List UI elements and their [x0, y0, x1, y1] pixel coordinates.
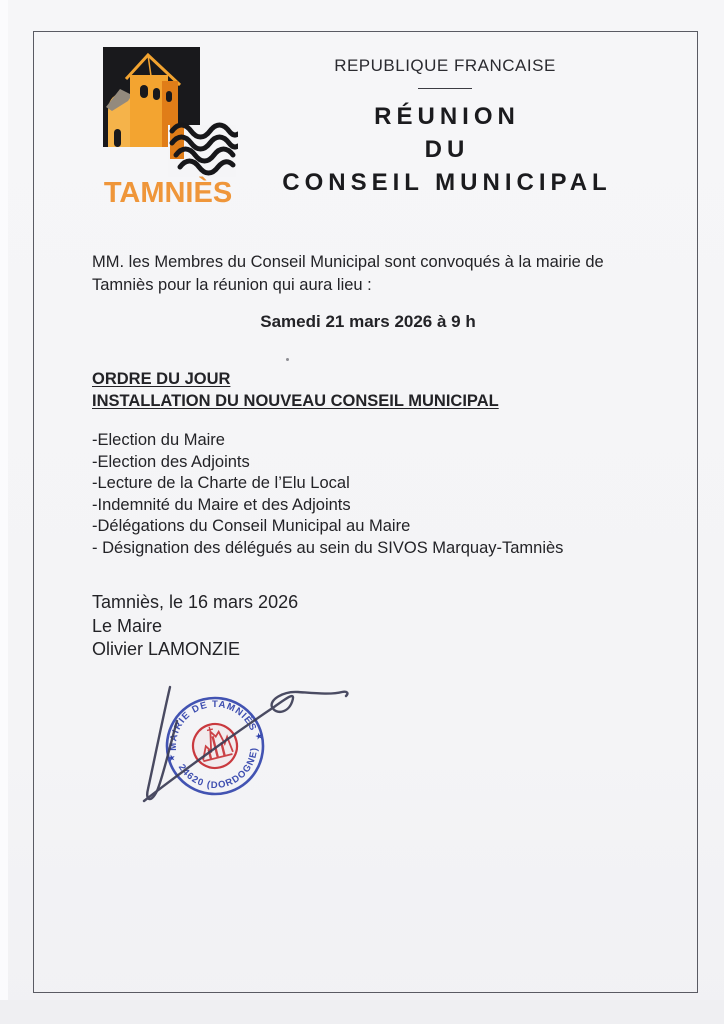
- place-and-date: Tamniès, le 16 mars 2026: [92, 592, 299, 612]
- heading-divider: [418, 88, 472, 89]
- agenda-heading-line-1: [92, 369, 499, 391]
- agenda-item: -Lecture de la Charte de l’Elu Local: [92, 474, 350, 493]
- signatory-name: Olivier LAMONZIE: [92, 639, 241, 659]
- church-window: [140, 85, 148, 98]
- agenda-item: -Délégations du Conseil Municipal au Maire: [92, 517, 411, 536]
- signature-downstroke: [147, 687, 177, 799]
- church-window: [166, 91, 172, 102]
- agenda-heading-line-2: [92, 391, 499, 413]
- signature-flourish: [144, 692, 347, 801]
- stamp-star-left-icon: ★: [166, 752, 177, 764]
- agenda-item: - Désignation des délégués au sein du SIVOS Marquay-Tamniès: [92, 538, 564, 557]
- agenda-item: -Election des Adjoints: [92, 452, 250, 471]
- scan-speck-artifact: [286, 358, 289, 361]
- agenda-item: -Indemnité du Maire et des Adjoints: [92, 495, 351, 514]
- signatory-role: Le Maire: [92, 615, 163, 636]
- title-line-1: RÉUNION: [374, 103, 520, 130]
- agenda-heading-text: ORDRE DU JOUR: [92, 370, 231, 388]
- title-line-3: CONSEIL MUNICIPAL: [282, 169, 612, 196]
- scan-edge-artifact: [0, 1000, 724, 1024]
- agenda-heading: [92, 369, 499, 412]
- handwritten-signature: [130, 665, 360, 815]
- agenda-items-list: [92, 430, 563, 560]
- stamp-star-right-icon: ★: [253, 730, 265, 742]
- logo-caption: TAMNIÈS: [103, 177, 233, 209]
- title-line-2: DU: [424, 136, 470, 163]
- scan-edge-artifact: [0, 0, 8, 1024]
- closing-block: [92, 591, 298, 662]
- tamnies-commune-logo-icon: [98, 45, 238, 210]
- republic-heading: REPUBLIQUE FRANCAISE: [334, 56, 556, 75]
- agenda-heading-text: INSTALLATION DU NOUVEAU CONSEIL MUNICIPAL: [92, 391, 499, 410]
- stamp-arc-bottom-text: 24620 (DORDOGNE): [175, 746, 261, 792]
- agenda-item: -Election du Maire: [92, 431, 225, 449]
- meeting-datetime: Samedi 21 mars 2026 à 9 h: [260, 312, 476, 331]
- church-door: [114, 129, 121, 147]
- stamp-arc-top-text: MAIRIE DE TAMNIÈS: [167, 698, 259, 751]
- document-title: [237, 100, 657, 199]
- convocation-paragraph: MM. les Membres du Conseil Municipal sont convoqués à la mairie de Tamniès pour la réunion qui aura lieu :: [92, 253, 604, 294]
- church-window: [153, 88, 160, 100]
